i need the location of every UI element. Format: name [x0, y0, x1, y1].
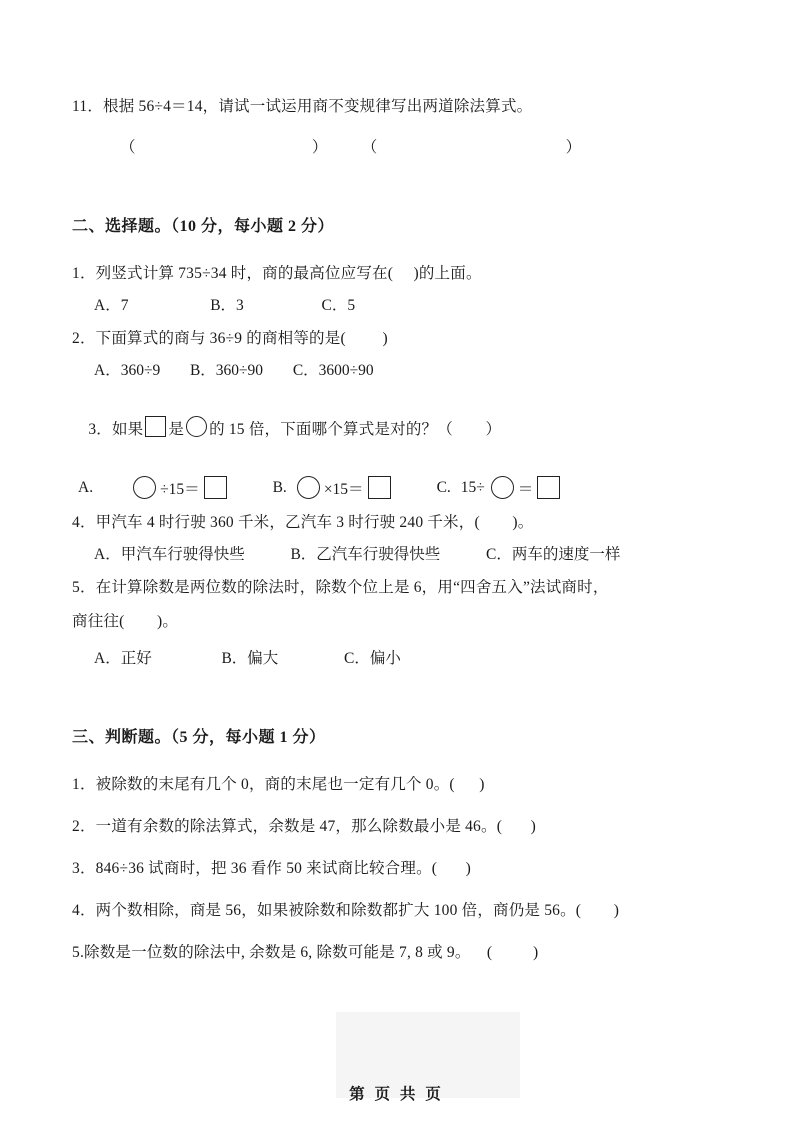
section2-q2-choices — [72, 358, 721, 380]
spacer — [72, 236, 721, 262]
section3-q2: 2．一道有余数的除法算式，余数是 47，那么除数最小是 46。( ) — [72, 818, 536, 836]
section-3-title: 三、判断题。（5 分，每小题 1 分） — [72, 729, 326, 747]
circle-shape-icon — [133, 476, 156, 499]
circle-shape-icon — [297, 476, 320, 499]
section2-q3-choices — [72, 476, 721, 499]
choice-b-operator: ×15＝ — [323, 480, 364, 498]
choice-b[interactable]: B．3 — [210, 297, 244, 315]
blank-left-close: ） — [311, 139, 328, 157]
choice-b[interactable]: B．偏大 — [221, 650, 279, 668]
circle-shape-icon — [491, 476, 514, 499]
blank-left-open: （ — [120, 139, 136, 157]
circle-shape-icon — [186, 416, 207, 437]
spacer — [72, 747, 721, 773]
choice-a[interactable]: A．甲汽车行驶得快些 — [94, 546, 245, 564]
choice-b-label[interactable]: B. — [272, 478, 287, 496]
q3-text-between: 是 — [168, 421, 185, 439]
square-shape-icon — [204, 476, 227, 499]
spacer — [72, 315, 721, 327]
question-11-answer-blanks — [72, 135, 721, 157]
spacer — [72, 499, 721, 511]
choice-a[interactable]: A．7 — [94, 297, 129, 315]
section2-q5-stem-line1: 5．在计算除数是两位数的除法时，除数个位上是 6，用“四舍五入”法试商时， — [72, 579, 609, 597]
square-shape-icon — [537, 476, 560, 499]
spacer — [72, 123, 721, 135]
choice-c[interactable]: C．两车的速度一样 — [486, 546, 621, 564]
page-footer: 第 页 共 页 — [349, 1086, 444, 1103]
choice-c[interactable]: C．5 — [321, 297, 356, 315]
choice-c-operator: ＝ — [517, 480, 534, 498]
section3-q3: 3．846÷36 试商时，把 36 看作 50 来试商比较合理。( ) — [72, 860, 472, 878]
q3-text-before: 3．如果 — [88, 421, 144, 439]
choice-c[interactable]: C．3600÷90 — [292, 362, 374, 380]
section2-q2-stem: 2．下面算式的商与 36÷9 的商相等的是( ) — [72, 330, 388, 348]
section2-q1-choices — [72, 293, 721, 315]
square-shape-icon — [145, 416, 166, 437]
spacer — [72, 564, 721, 576]
section2-q5-stem-line2: 商往往( )。 — [72, 613, 179, 631]
blank-right-open: （ — [361, 139, 378, 157]
choice-b[interactable]: B．乙汽车行驶得快些 — [290, 546, 441, 564]
section3-q5: 5.除数是一位数的除法中, 余数是 6, 除数可能是 7, 8 或 9。 ( ) — [72, 944, 539, 962]
question-11-stem: 11．根据 56÷4＝14，请试一试运用商不变规律写出两道除法算式。 — [72, 98, 533, 115]
choice-c[interactable]: C．偏小 — [344, 650, 401, 668]
section2-q4-choices — [72, 542, 721, 564]
section-2-title: 二、选择题。（10 分，每小题 2 分） — [72, 218, 335, 236]
choice-a-operator: ÷15＝ — [160, 480, 200, 498]
spacer — [72, 668, 721, 724]
section2-q1-stem: 1．列竖式计算 735÷34 时，商的最高位应写在( )的上面。 — [72, 265, 482, 283]
choice-a[interactable]: A．正好 — [94, 650, 152, 668]
section2-q5-choices — [72, 646, 721, 668]
square-shape-icon — [368, 476, 391, 499]
section3-q4: 4．两个数相除，商是 56，如果被除数和除数都扩大 100 倍，商仍是 56。( ) — [72, 902, 620, 920]
spacer — [72, 157, 721, 213]
blank-right-close: ） — [565, 139, 582, 157]
choice-c-prefix: 15÷ — [460, 478, 485, 496]
section2-q4-stem: 4．甲汽车 4 时行驶 360 千米，乙汽车 3 时行驶 240 千米，( )。 — [72, 514, 534, 532]
q3-text-after: 的 15 倍，下面哪个算式是对的？（ ） — [209, 421, 502, 439]
section2-q3-stem — [72, 392, 721, 466]
choice-c-label[interactable]: C. — [436, 478, 451, 496]
choice-b[interactable]: B．360÷90 — [189, 362, 264, 380]
section3-q1: 1．被除数的末尾有几个 0，商的末尾也一定有几个 0。( ) — [72, 776, 485, 794]
choice-a-label[interactable]: A. — [78, 478, 94, 496]
spacer — [72, 380, 721, 392]
choice-a[interactable]: A．360÷9 — [94, 362, 161, 380]
